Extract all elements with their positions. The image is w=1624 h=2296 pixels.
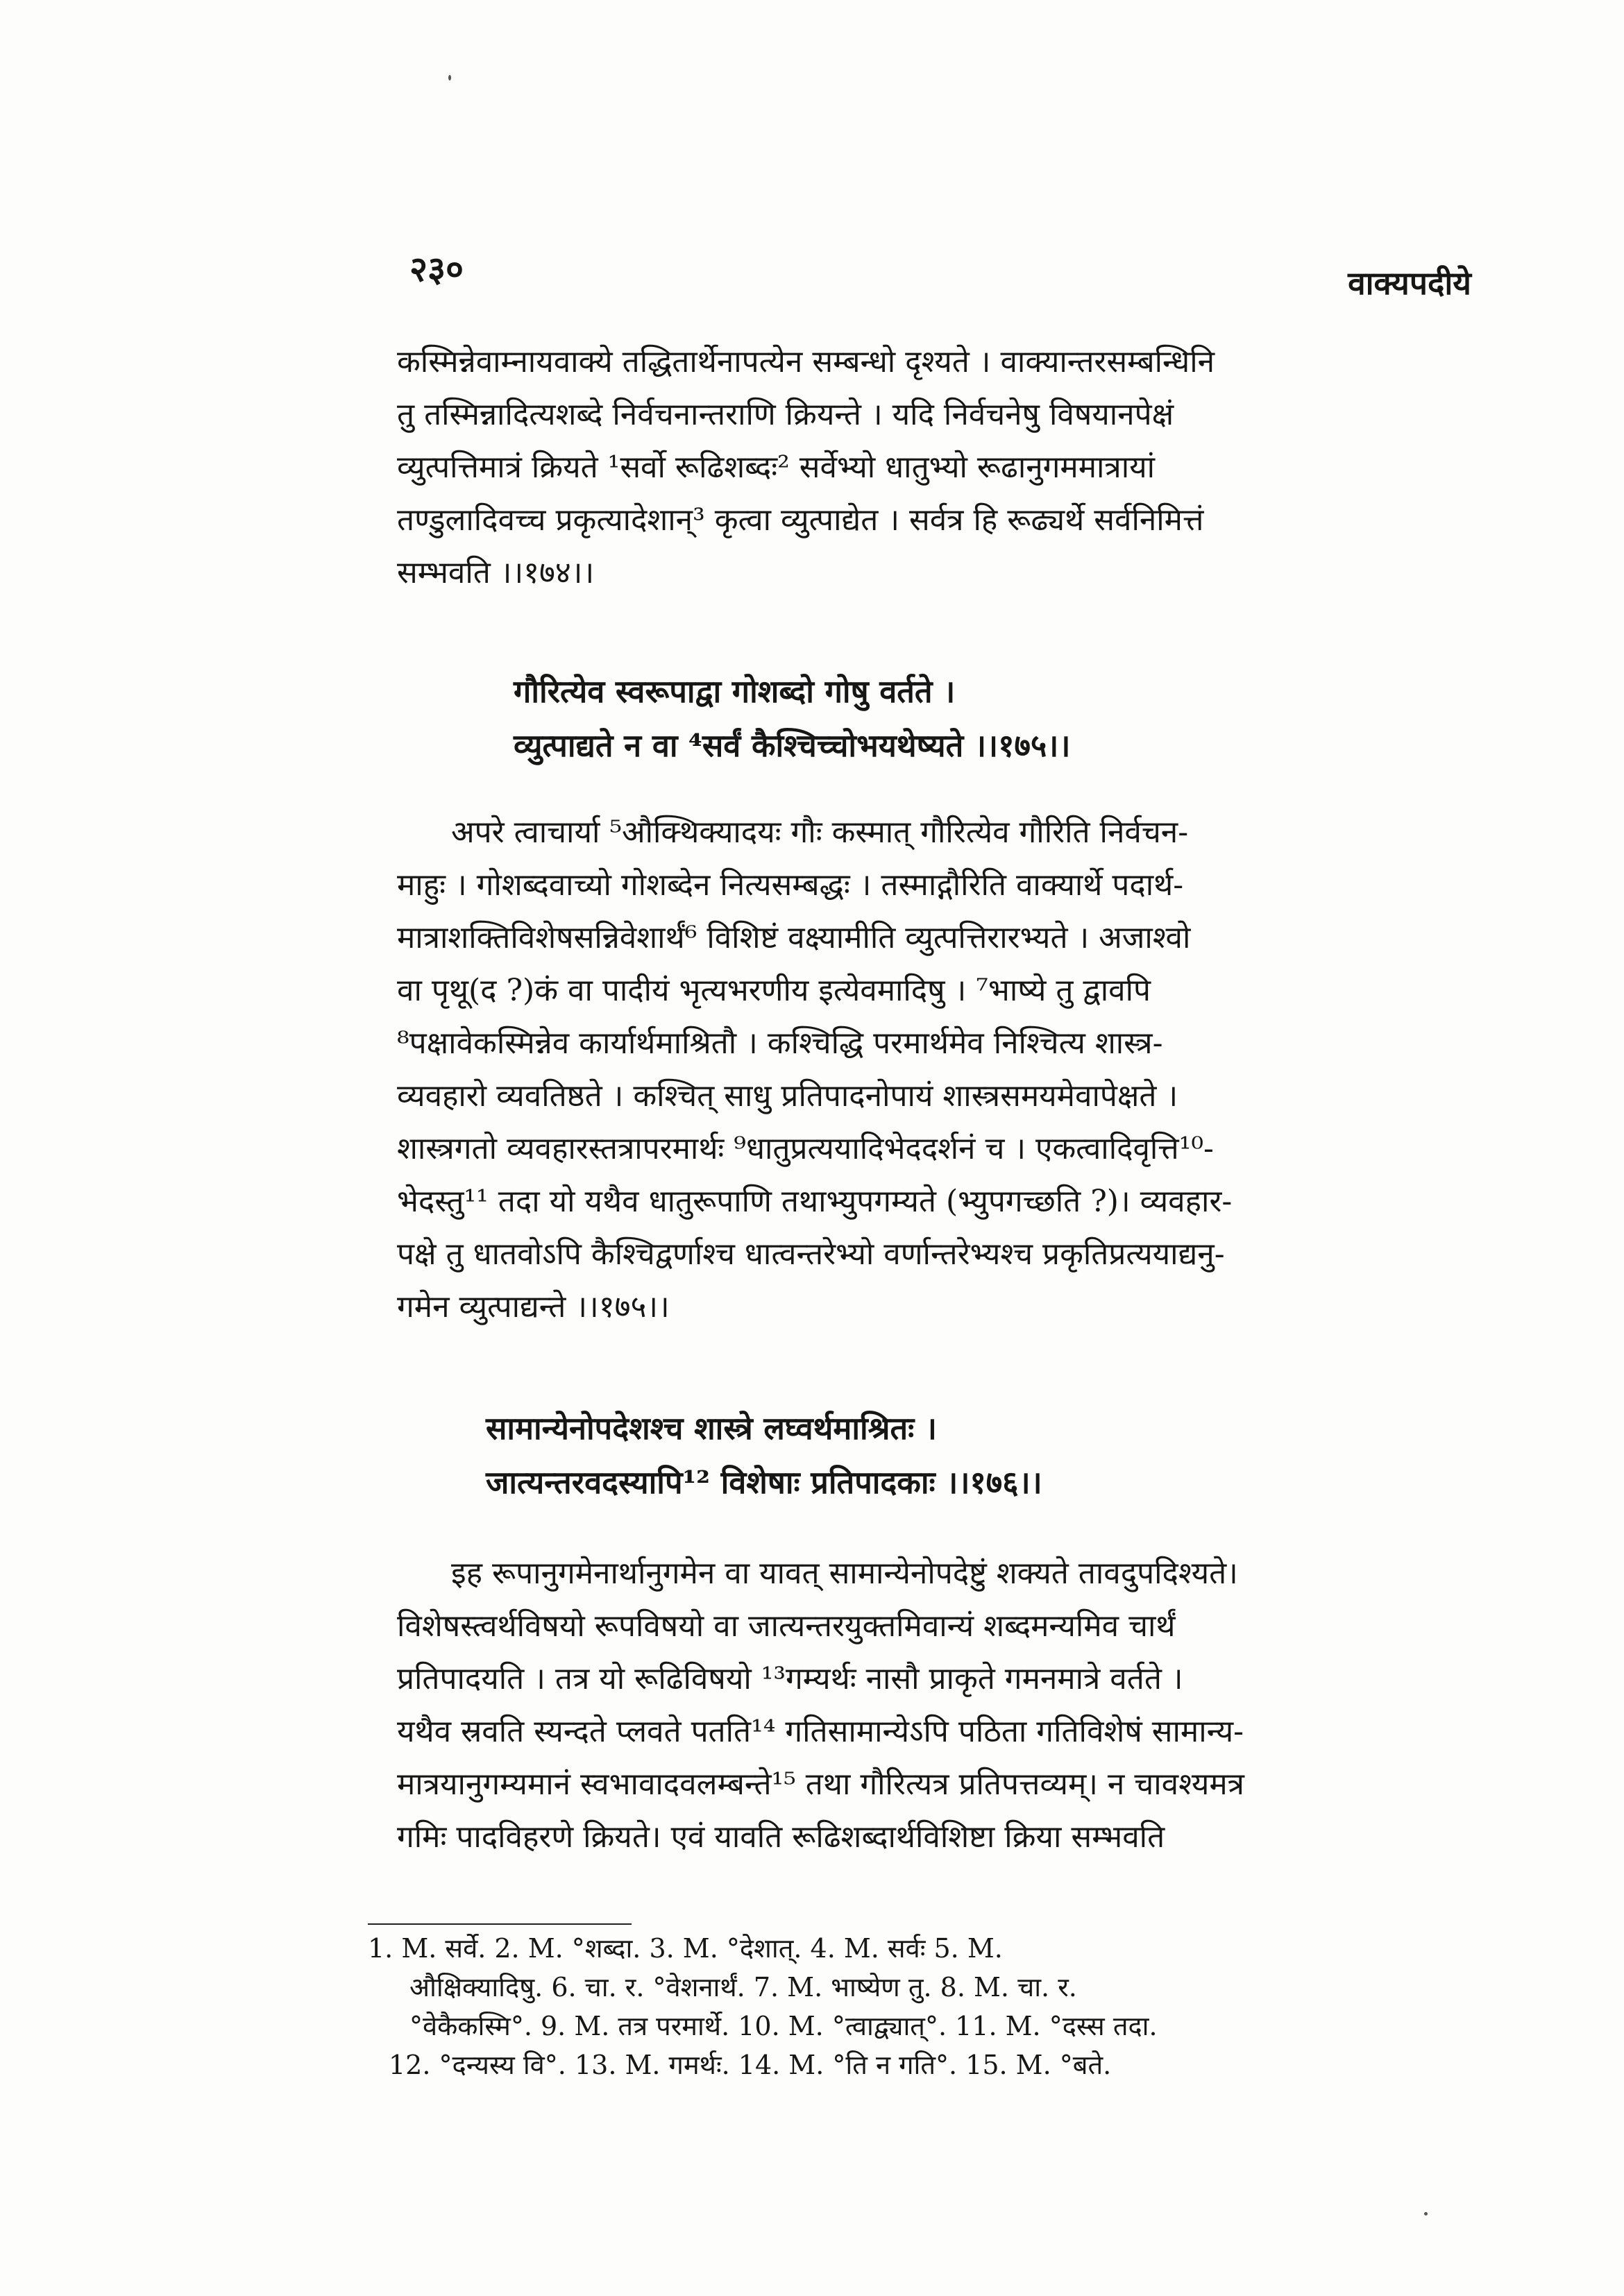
verse-175: [514, 665, 1070, 773]
verse-line: व्युत्पाद्यते न वा ⁴सर्वं कैश्चिच्चोभयथेष्यते ।।१७५।।: [514, 727, 1071, 764]
text-line: पक्षे तु धातवोऽपि कैश्चिद्वर्णाश्च धात्वन्तरेभ्यो वर्णान्तरेभ्यश्च प्रकृतिप्रत्ययाद्यनु-: [397, 1236, 1225, 1272]
text-line: इह रूपानुगमेनार्थानुगमेन वा यावत् सामान्येनोपदेष्टुं शक्यते तावदुपदिश्यते।: [451, 1556, 1238, 1591]
commentary-175: [397, 806, 1471, 1334]
verse-line: जात्यन्तरवदस्यापि¹² विशेषाः प्रतिपादकाः ।।१७६।।: [486, 1464, 1042, 1501]
text-line: माहुः । गोशब्दवाच्यो गोशब्देन नित्यसम्बद्धः । तस्माद्गौरिति वाक्यार्थे पदार्थ-: [397, 867, 1184, 903]
verse-176: [486, 1402, 1042, 1510]
text-line: मात्राशक्तिविशेषसन्निवेशार्थं⁶ विशिष्टं वक्ष्यामीति व्युत्पत्तिरारभ्यते । अजाश्वो: [397, 920, 1191, 955]
text-line: शास्त्रगतो व्यवहारस्तत्रापरमार्थः ⁹धातुप्रत्ययादिभेददर्शनं च । एकत्वादिवृत्ति¹⁰-: [397, 1131, 1214, 1166]
text-line: ⁸पक्षावेकस्मिन्नेव कार्यार्थमाश्रितौ । कश्चिद्धि परमार्थमेव निश्चित्य शास्त्र-: [397, 1026, 1163, 1061]
scan-speck: [448, 75, 451, 80]
verse-line: गौरित्येव स्वरूपाद्वा गोशब्दो गोषु वर्तते ।: [514, 673, 956, 710]
page-header: [409, 244, 1471, 300]
text-line: व्युत्पत्तिमात्रं क्रियते ¹सर्वो रूढिशब्दः² सर्वेभ्यो धातुभ्यो रूढानुगममात्रायां: [397, 450, 1156, 485]
text-line: भेदस्तु¹¹ तदा यो यथैव धातुरूपाणि तथाभ्युपगम्यते (भ्युपगच्छति ?)। व्यवहार-: [397, 1184, 1233, 1219]
text-line: यथैव स्रवति स्यन्दते प्लवते पतति¹⁴ गतिसामान्येऽपि पठिता गतिविशेषं सामान्य-: [397, 1714, 1244, 1749]
footnote-line: 12. °दन्यस्य वि°. 13. M. गमर्थः. 14. M. °ति न गति°. 15. M. °बते.: [389, 2050, 1112, 2080]
text-line: कस्मिन्नेवाम्नायवाक्ये तद्धितार्थेनापत्येन सम्बन्धो दृश्यते । वाक्यान्तरसम्बन्धिनि: [397, 344, 1215, 380]
text-line: सम्भवति ।।१७४।।: [397, 555, 595, 590]
text-line: गमेन व्युत्पाद्यन्ते ।।१७५।।: [397, 1289, 670, 1325]
text-line: प्रतिपादयति । तत्र यो रूढिविषयो ¹³गम्यर्थः नासौ प्राकृते गमनमात्रे वर्तते ।: [397, 1661, 1183, 1697]
footnote-line: °वेकैकस्मि°. 9. M. तत्र परमार्थे. 10. M. °त्वाद्व्यात्°. 11. M. °दस्स तदा.: [409, 2011, 1158, 2041]
footnote-divider: [368, 1923, 632, 1925]
text-line: अपरे त्वाचार्या ⁵औक्थिक्यादयः गौः कस्मात् गौरित्येव गौरिति निर्वचन-: [451, 815, 1189, 850]
page-number: २३०: [409, 248, 464, 289]
text-line: व्यवहारो व्यवतिष्ठते । कश्चित् साधु प्रतिपादनोपायं शास्त्रसमयमेवापेक्षते ।: [397, 1078, 1178, 1114]
footnote-line: औक्षिक्यादिषु. 6. चा. र. °वेशनार्थं. 7. M. भाष्येण तु. 8. M. चा. र.: [409, 1972, 1077, 2002]
verse-line: सामान्येनोपदेशश्च शास्त्रे लघ्वर्थमाश्रितः ।: [486, 1410, 937, 1447]
footnote-line: 1. M. सर्वे. 2. M. °शब्दा. 3. M. °देशात्. 4. M. सर्वः 5. M.: [368, 1933, 1003, 1964]
commentary-174: [397, 336, 1471, 599]
running-title: वाक्यपदीये: [1348, 264, 1471, 302]
text-line: मात्रयानुगम्यमानं स्वभावादवलम्बन्ते¹⁵ तथा गौरित्यत्र प्रतिपत्तव्यम्। न चावश्यमत्र: [397, 1767, 1244, 1802]
text-line: वा पृथू(द ?)कं वा पादीयं भृत्यभरणीय इत्येवमादिषु । ⁷भाष्ये तु द्वावपि: [397, 973, 1151, 1008]
text-line: तु तस्मिन्नादित्यशब्दे निर्वचनान्तराणि क्रियन्ते । यदि निर्वचनेषु विषयानपेक्षं: [397, 397, 1174, 432]
scan-speck: [1424, 2212, 1428, 2216]
text-line: तण्डुलादिवच्च प्रकृत्यादेशान्³ कृत्वा व्युत्पाद्येत । सर्वत्र हि रूढ्यर्थे सर्वनिमित्तं: [397, 502, 1204, 538]
commentary-176: [397, 1547, 1471, 1864]
text-line: गमिः पादविहरणे क्रियते। एवं यावति रूढिशब्दार्थविशिष्टा क्रिया सम्भवति: [397, 1819, 1165, 1855]
footnotes: [368, 1929, 1478, 2084]
text-line: विशेषस्त्वर्थविषयो रूपविषयो वा जात्यन्तरयुक्तमिवान्यं शब्दमन्यमिव चार्थं: [397, 1608, 1176, 1644]
